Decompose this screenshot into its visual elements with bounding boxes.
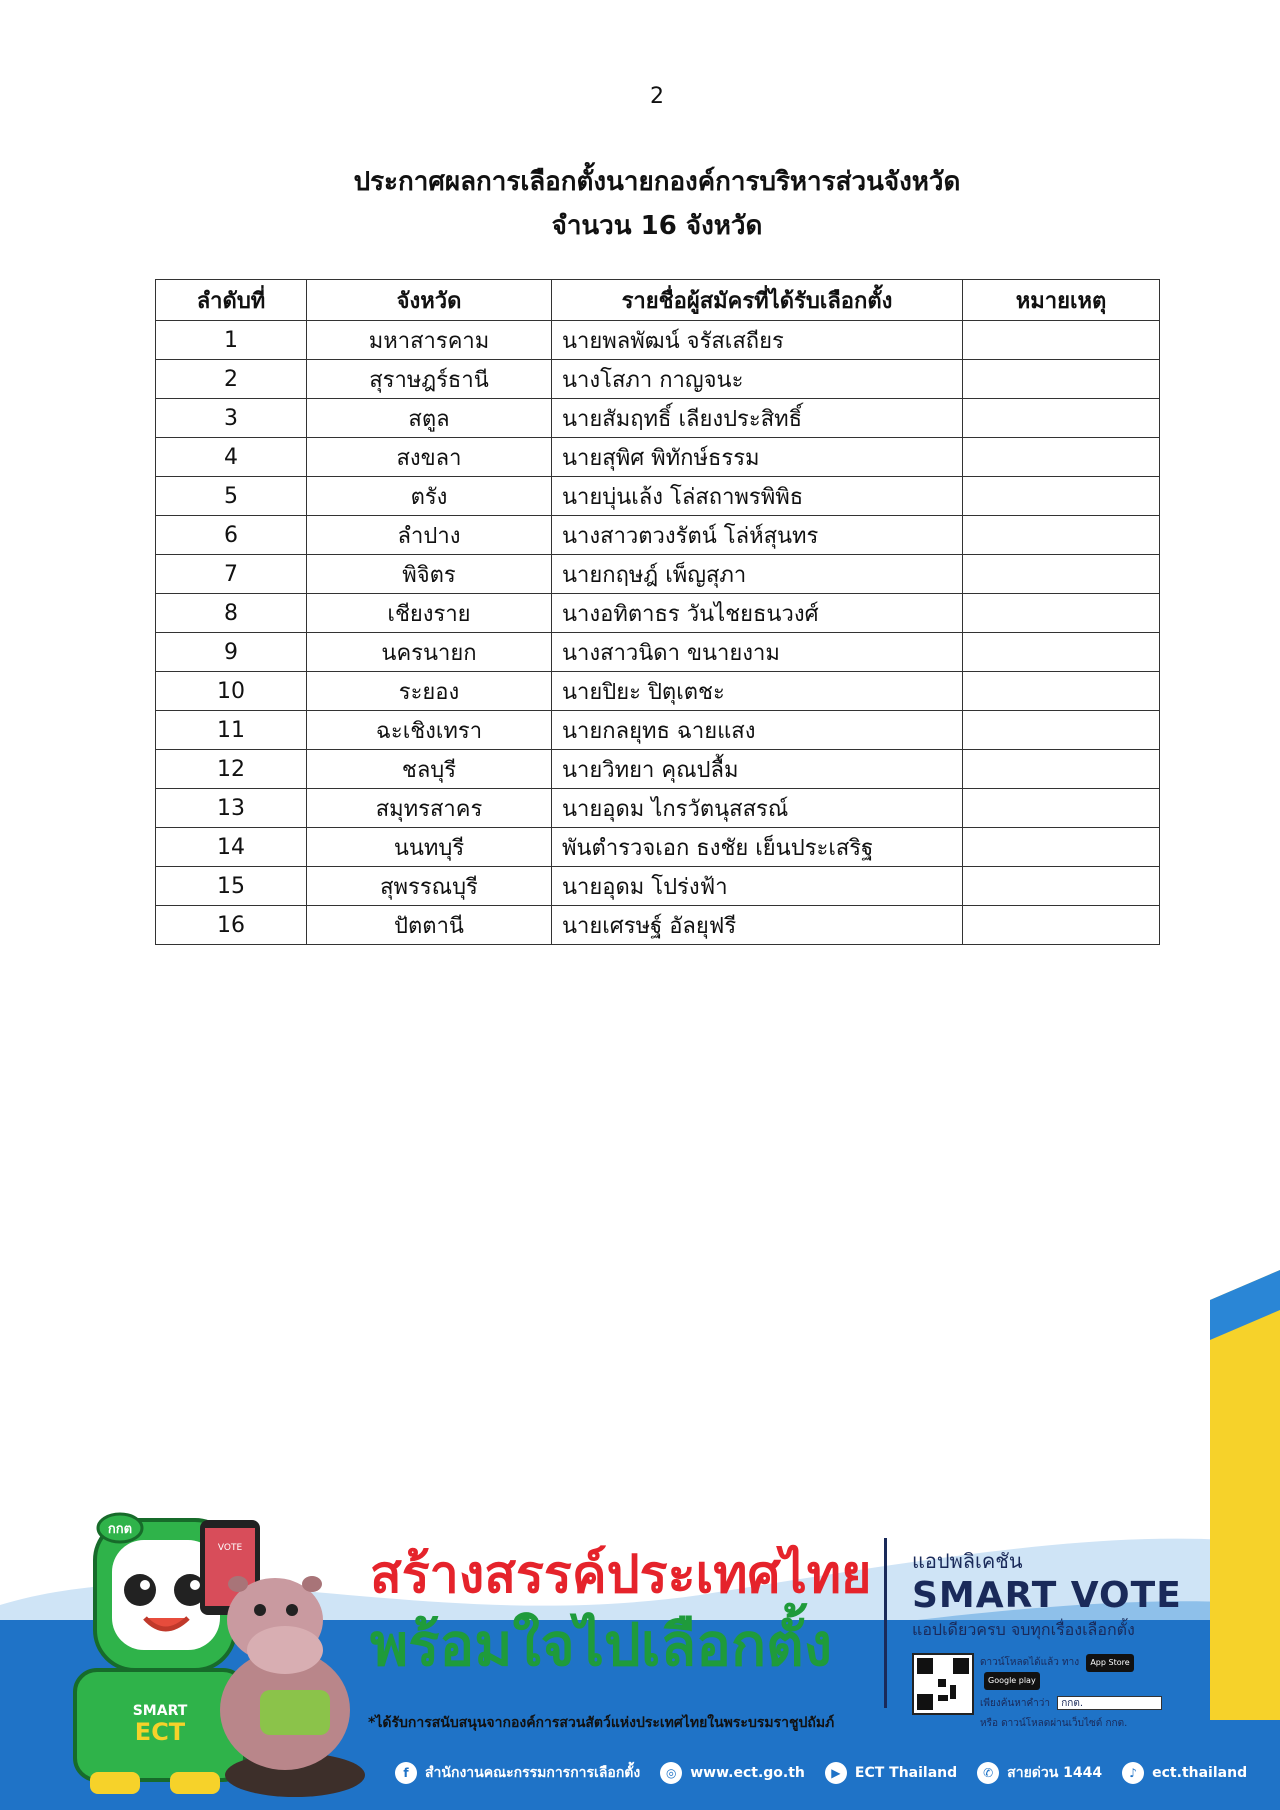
table-row	[156, 321, 1160, 360]
row-number: 13	[156, 789, 307, 828]
title-line-1: ประกาศผลการเลือกตั้งนายกองค์การบริหารส่วนจังหวัด	[353, 167, 961, 197]
row-remarks	[963, 399, 1160, 438]
row-candidate-name: นายสุพิศ พิทักษ์ธรรม	[552, 438, 963, 477]
results-table	[155, 279, 1160, 945]
app-tagline: แอปเดียวครบ จบทุกเรื่องเลือกตั้ง	[912, 1620, 1135, 1639]
row-province: นนทบุรี	[307, 828, 552, 867]
social-bar	[395, 1758, 1267, 1788]
youtube-icon: ▶	[825, 1762, 847, 1784]
table-row	[156, 633, 1160, 672]
slogan-line-1: สร้างสรรค์ประเทศไทย	[370, 1545, 872, 1605]
search-box: กกต.	[1057, 1696, 1162, 1710]
row-number: 1	[156, 321, 307, 360]
table-row	[156, 711, 1160, 750]
yellow-corner-stripe	[1210, 1270, 1280, 1720]
row-province: สุพรรณบุรี	[307, 867, 552, 906]
download-info	[980, 1654, 1180, 1731]
header-province: จังหวัด	[307, 280, 552, 321]
smart-vote-panel	[912, 1548, 1212, 1642]
row-remarks	[963, 594, 1160, 633]
table-row	[156, 672, 1160, 711]
row-remarks	[963, 711, 1160, 750]
tiktok-icon: ♪	[1122, 1762, 1144, 1784]
app-name: SMART VOTE	[912, 1575, 1182, 1616]
social-label: สำนักงานคณะกรรมการการเลือกตั้ง	[425, 1765, 641, 1781]
table-row	[156, 594, 1160, 633]
app-label: แอปพลิเคชัน	[912, 1549, 1023, 1573]
row-remarks	[963, 477, 1160, 516]
table-row	[156, 477, 1160, 516]
social-item[interactable]	[825, 1762, 957, 1784]
slogan-line-2: พร้อมใจไปเลือกตั้ง	[370, 1611, 833, 1679]
row-remarks	[963, 360, 1160, 399]
document-title	[0, 160, 1280, 248]
row-province: สุราษฎร์ธานี	[307, 360, 552, 399]
social-item[interactable]	[977, 1762, 1102, 1784]
row-remarks	[963, 789, 1160, 828]
row-candidate-name: นายอุดม โปร่งฟ้า	[552, 867, 963, 906]
title-line-2: จำนวน 16 จังหวัด	[551, 211, 763, 241]
row-remarks	[963, 867, 1160, 906]
row-province: ระยอง	[307, 672, 552, 711]
row-candidate-name: นางโสภา กาญจนะ	[552, 360, 963, 399]
table-row	[156, 399, 1160, 438]
row-province: ปัตตานี	[307, 906, 552, 945]
table-row	[156, 750, 1160, 789]
facebook-icon: f	[395, 1762, 417, 1784]
row-province: ลำปาง	[307, 516, 552, 555]
social-label: สายด่วน 1444	[1007, 1765, 1103, 1781]
row-province: ตรัง	[307, 477, 552, 516]
row-remarks	[963, 672, 1160, 711]
app-store-badge[interactable]: App Store	[1086, 1654, 1133, 1672]
row-candidate-name: นางสาวตวงรัตน์ โล่ห์สุนทร	[552, 516, 963, 555]
row-candidate-name: นายวิทยา คุณปลื้ม	[552, 750, 963, 789]
hippo-mascot	[220, 1576, 365, 1797]
page-number: 2	[650, 84, 664, 109]
row-candidate-name: นายเศรษฐ์ อัลยุฟรี	[552, 906, 963, 945]
row-number: 8	[156, 594, 307, 633]
social-label: www.ect.go.th	[690, 1765, 805, 1781]
row-number: 12	[156, 750, 307, 789]
row-candidate-name: นายบุ่นเล้ง โล่สถาพรพิพิธ	[552, 477, 963, 516]
row-remarks	[963, 828, 1160, 867]
row-candidate-name: นางสาวนิดา ขนายงาม	[552, 633, 963, 672]
social-label: ECT Thailand	[854, 1765, 958, 1781]
slogan	[370, 1542, 890, 1682]
table-row	[156, 555, 1160, 594]
row-number: 14	[156, 828, 307, 867]
row-number: 4	[156, 438, 307, 477]
row-province: สงขลา	[307, 438, 552, 477]
phone-screen-text: VOTE	[217, 1543, 243, 1553]
row-remarks	[963, 633, 1160, 672]
row-province: เชียงราย	[307, 594, 552, 633]
social-label: ect.thailand	[1152, 1765, 1248, 1781]
row-candidate-name: นายสัมฤทธิ์ เลียงประสิทธิ์	[552, 399, 963, 438]
row-province: สมุทรสาคร	[307, 789, 552, 828]
download-text: ดาวน์โหลดได้แล้ว ทาง	[980, 1657, 1080, 1668]
mascot-illustration	[20, 1510, 370, 1810]
row-number: 3	[156, 399, 307, 438]
row-province: มหาสารคาม	[307, 321, 552, 360]
row-remarks	[963, 438, 1160, 477]
social-item[interactable]	[660, 1762, 805, 1784]
table-row	[156, 438, 1160, 477]
row-remarks	[963, 516, 1160, 555]
row-province: ฉะเชิงเทรา	[307, 711, 552, 750]
row-candidate-name: นายพลพัฒน์ จรัสเสถียร	[552, 321, 963, 360]
header-candidate-name: รายชื่อผู้สมัครที่ได้รับเลือกตั้ง	[552, 280, 963, 321]
table-row	[156, 516, 1160, 555]
phone-icon: ✆	[977, 1762, 999, 1784]
row-province: สตูล	[307, 399, 552, 438]
row-remarks	[963, 906, 1160, 945]
header-remarks: หมายเหตุ	[963, 280, 1160, 321]
table-row	[156, 867, 1160, 906]
row-number: 6	[156, 516, 307, 555]
banner-divider	[884, 1538, 887, 1708]
row-candidate-name: นายปิยะ ปิตุเตชะ	[552, 672, 963, 711]
row-candidate-name: นายกลยุทธ ฉายแสง	[552, 711, 963, 750]
row-remarks	[963, 555, 1160, 594]
header-order: ลำดับที่	[156, 280, 307, 321]
table-row	[156, 906, 1160, 945]
table-row	[156, 789, 1160, 828]
globe-icon: ◎	[660, 1762, 682, 1784]
social-item[interactable]	[395, 1762, 640, 1784]
row-number: 2	[156, 360, 307, 399]
qr-code-icon	[912, 1653, 974, 1715]
mascot-shirt-line2: ECT	[134, 1718, 186, 1746]
table-header-row	[156, 280, 1160, 321]
row-remarks	[963, 321, 1160, 360]
mascot-badge-text: กกต	[107, 1522, 133, 1537]
credit-text: *ได้รับการสนับสนุนจากองค์การสวนสัตว์แห่งประเทศไทยในพระบรมราชูปถัมภ์	[368, 1715, 835, 1731]
footer-banner	[0, 1270, 1280, 1810]
row-candidate-name: นางอทิตาธร วันไชยธนวงศ์	[552, 594, 963, 633]
row-number: 5	[156, 477, 307, 516]
mascot-shirt-line1: SMART	[132, 1703, 188, 1719]
row-province: ชลบุรี	[307, 750, 552, 789]
google-play-badge[interactable]: Google play	[984, 1672, 1040, 1690]
row-remarks	[963, 750, 1160, 789]
row-number: 10	[156, 672, 307, 711]
row-number: 15	[156, 867, 307, 906]
row-number: 9	[156, 633, 307, 672]
table-row	[156, 828, 1160, 867]
row-province: นครนายก	[307, 633, 552, 672]
search-text: เพียงค้นหาคำว่า	[980, 1698, 1051, 1709]
row-number: 11	[156, 711, 307, 750]
row-candidate-name: นายกฤษฎ์ เพ็ญสุภา	[552, 555, 963, 594]
row-candidate-name: นายอุดม ไกรวัตนุสสรณ์	[552, 789, 963, 828]
table-row	[156, 360, 1160, 399]
row-province: พิจิตร	[307, 555, 552, 594]
row-number: 16	[156, 906, 307, 945]
web-download-text: หรือ ดาวน์โหลดผ่านเว็บไซต์ กกต.	[980, 1718, 1128, 1729]
row-candidate-name: พันตำรวจเอก ธงชัย เย็นประเสริฐ	[552, 828, 963, 867]
row-number: 7	[156, 555, 307, 594]
social-item[interactable]	[1122, 1762, 1247, 1784]
